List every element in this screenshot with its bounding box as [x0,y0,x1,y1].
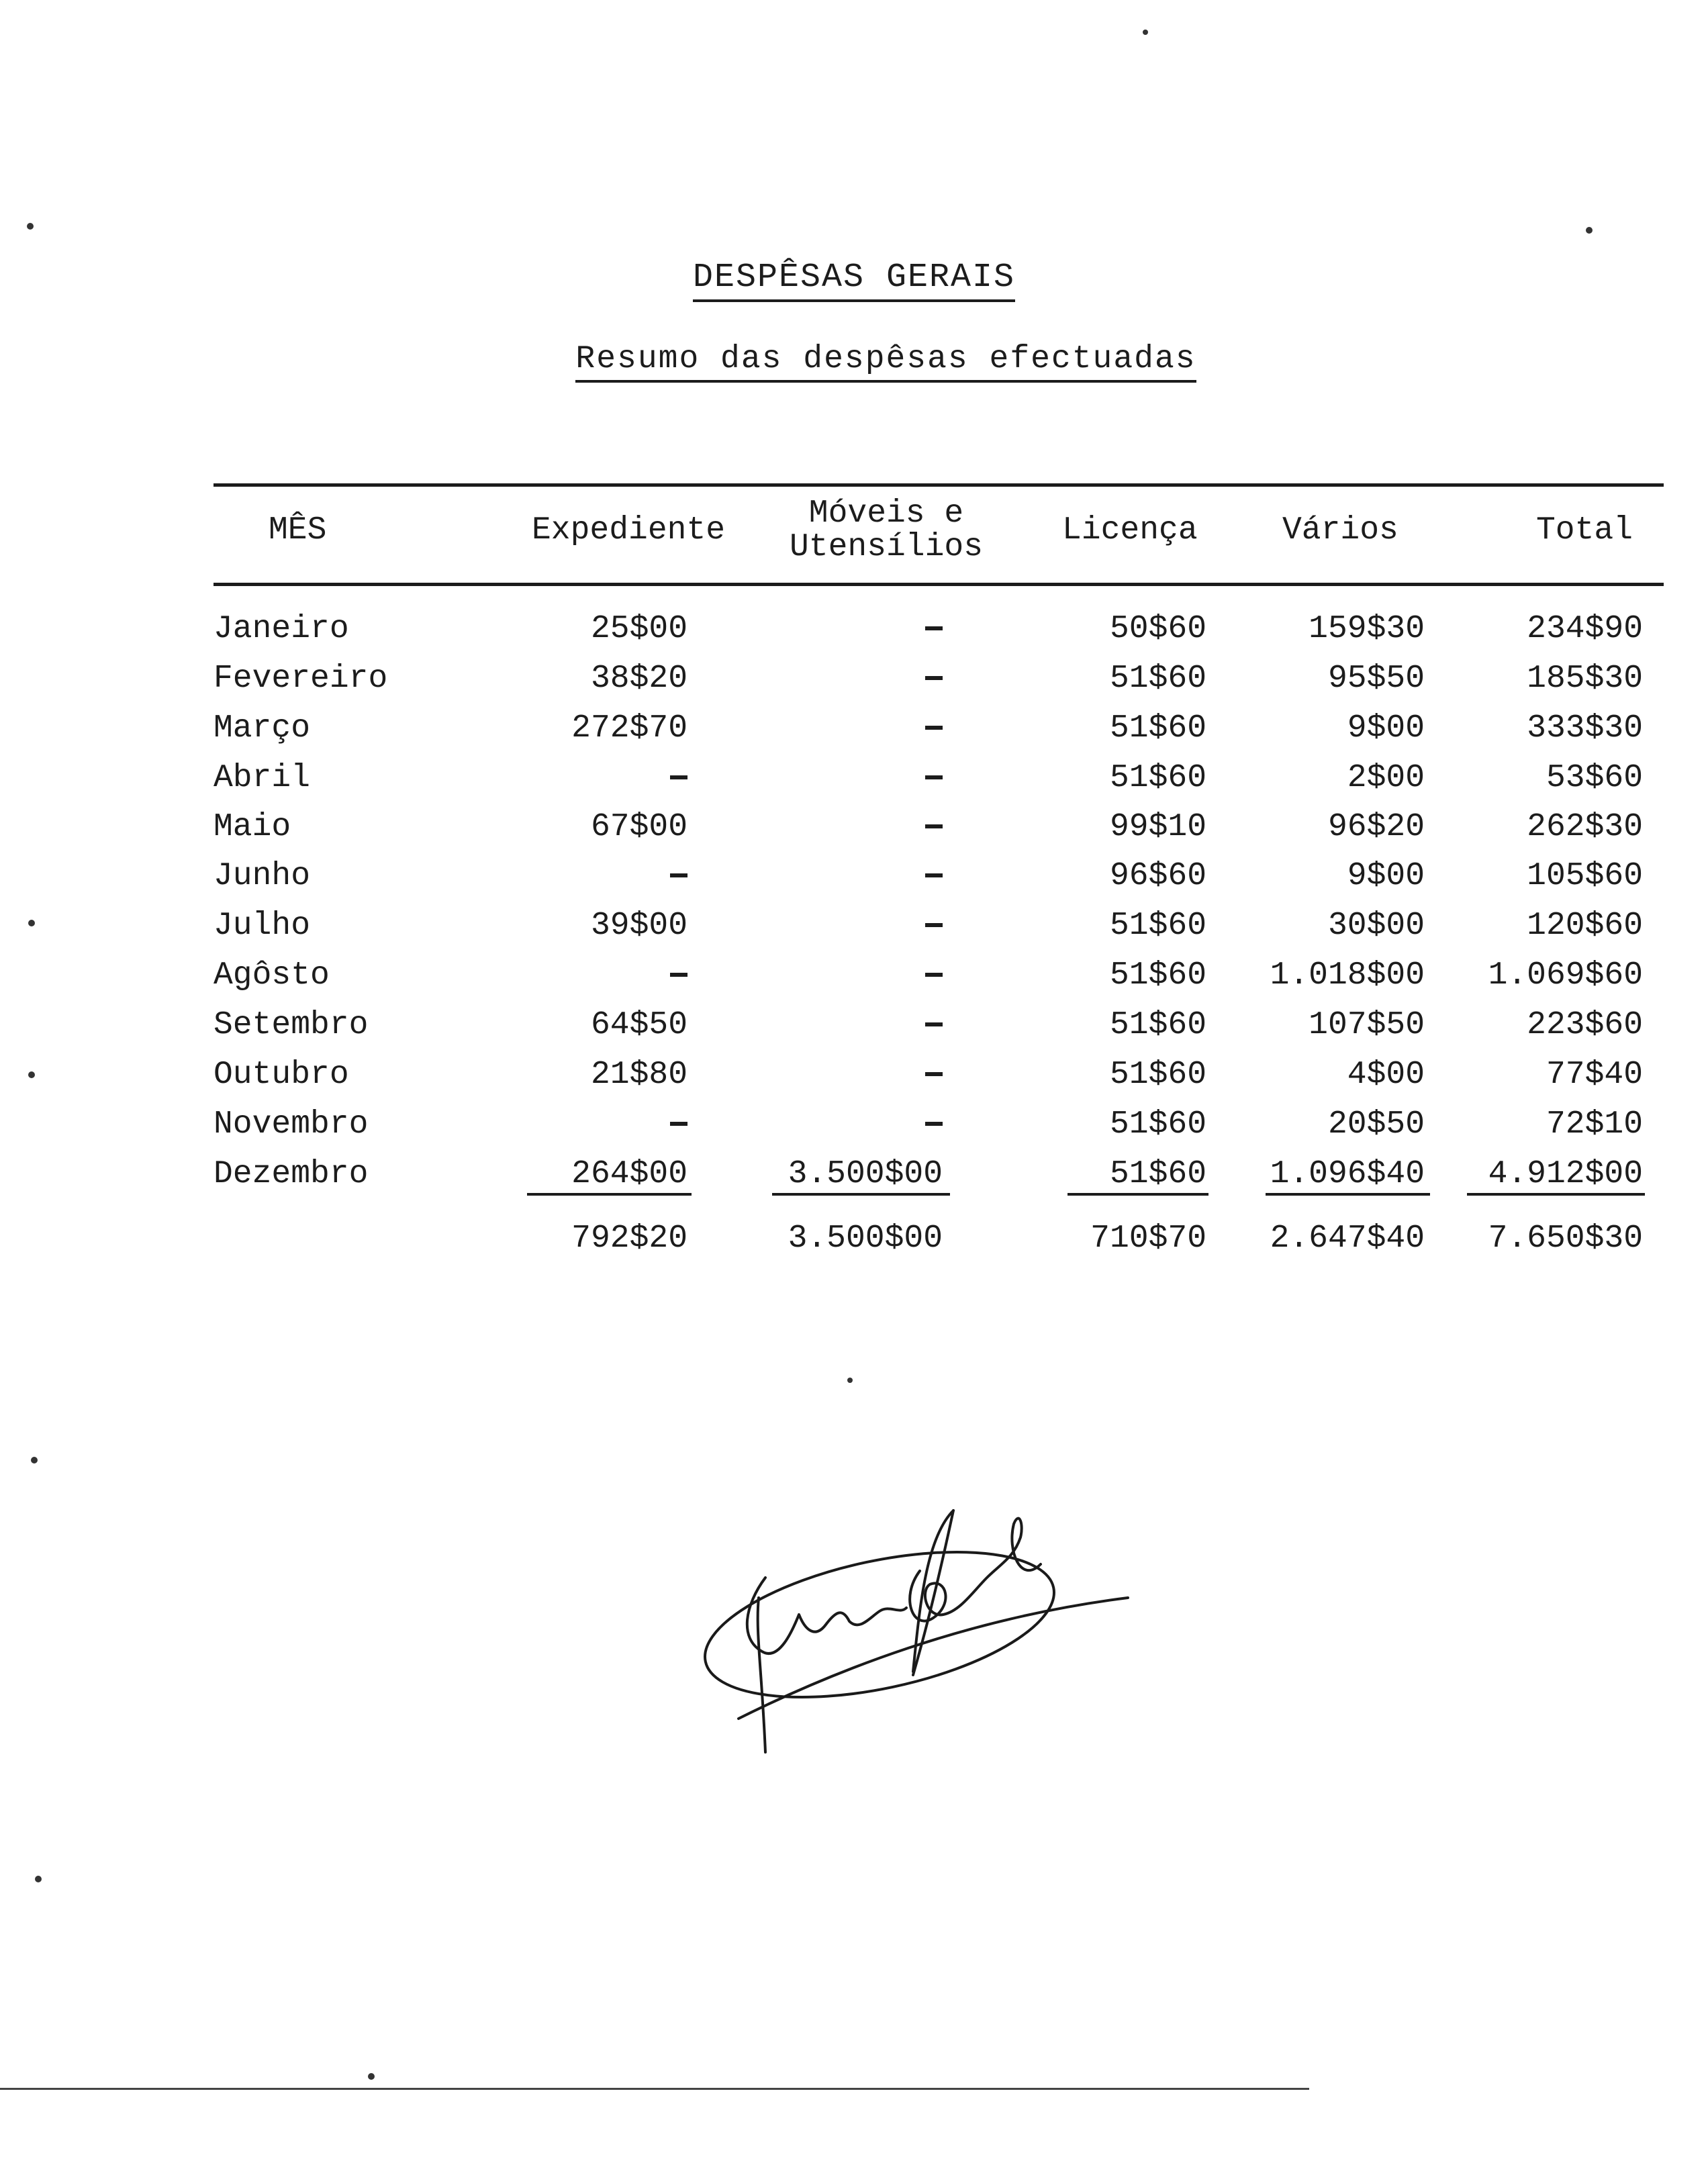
cell-month: Outubro [214,1057,349,1093]
cell-month: Novembro [214,1106,369,1143]
cell-varios: 4$00 [1347,1057,1425,1093]
cell-expediente: 38$20 [590,661,687,697]
cell-total: 77$40 [1546,1057,1643,1093]
scan-speck [28,920,35,926]
empty-dash [925,824,943,828]
empty-dash [925,973,943,977]
cell-expediente: 272$70 [571,710,687,747]
cell-licenca: 51$60 [1109,957,1206,994]
cell-varios: 159$30 [1309,611,1425,647]
totals-row [0,1220,1708,1261]
header-month: MÊS [269,512,327,548]
cell-expediente: 21$80 [590,1057,687,1093]
scan-speck [28,1071,35,1078]
empty-dash [925,923,943,927]
total-expediente: 792$20 [571,1220,687,1257]
subtotal-rule-varios [1266,1193,1430,1196]
subtotal-rule-licenca [1068,1193,1208,1196]
cell-varios: 107$50 [1309,1007,1425,1043]
cell-month: Março [214,710,311,747]
cell-total: 120$60 [1527,908,1643,944]
document-subtitle-text: Resumo das despêsas efectuadas [575,341,1196,383]
cell-varios: 9$00 [1347,710,1425,747]
scan-speck [31,1457,38,1464]
header-varios: Vários [1282,512,1398,548]
header-moveis-line1: Móveis e [808,495,964,532]
cell-moveis [925,1007,943,1043]
cell-month: Fevereiro [214,661,388,697]
scan-edge-line [0,2088,1309,2090]
empty-dash [925,1022,943,1026]
document-subtitle [0,341,1708,377]
cell-moveis [925,710,943,747]
cell-licenca: 51$60 [1109,1106,1206,1143]
cell-licenca: 51$60 [1109,1156,1206,1192]
scan-speck [27,223,34,230]
cell-expediente [670,957,687,994]
cell-total: 223$60 [1527,1007,1643,1043]
cell-expediente: 39$00 [590,908,687,944]
cell-expediente: 264$00 [571,1156,687,1192]
table-top-rule [214,483,1664,487]
table-header-rule [214,583,1664,586]
table-row [0,957,1708,998]
cell-total: 105$60 [1527,858,1643,894]
cell-expediente: 25$00 [590,611,687,647]
cell-month: Setembro [214,1007,369,1043]
empty-dash [925,1122,943,1126]
scan-speck [1586,227,1593,234]
header-moveis-line2: Utensílios [789,529,984,565]
cell-moveis [925,760,943,796]
cell-expediente: 64$50 [590,1007,687,1043]
header-total: Total [1536,512,1633,548]
scan-speck [35,1876,42,1882]
cell-licenca: 96$60 [1109,858,1206,894]
cell-month: Agôsto [214,957,330,994]
cell-licenca: 99$10 [1109,809,1206,845]
header-moveis-utensilios [772,497,1000,564]
table-row [0,1007,1708,1047]
cell-varios: 2$00 [1347,760,1425,796]
cell-total: 53$60 [1546,760,1643,796]
cell-moveis [925,908,943,944]
cell-moveis [925,957,943,994]
cell-varios: 1.018$00 [1270,957,1425,994]
table-row [0,809,1708,849]
cell-varios: 20$50 [1327,1106,1425,1143]
cell-moveis [925,809,943,845]
cell-licenca: 51$60 [1109,760,1206,796]
cell-total: 262$30 [1527,809,1643,845]
total-moveis: 3.500$00 [788,1220,943,1257]
table-row [0,611,1708,651]
scan-speck [368,2073,375,2080]
cell-month: Junho [214,858,311,894]
empty-dash [670,775,687,779]
scan-speck [1143,30,1148,35]
cell-varios: 9$00 [1347,858,1425,894]
scan-speck [847,1378,853,1383]
empty-dash [925,1072,943,1076]
cell-varios: 96$20 [1327,809,1425,845]
table-row [0,760,1708,800]
cell-moveis: 3.500$00 [788,1156,943,1192]
cell-total: 333$30 [1527,710,1643,747]
subtotal-rule-moveis [772,1193,950,1196]
table-row [0,1106,1708,1147]
cell-varios: 30$00 [1327,908,1425,944]
cell-month: Abril [214,760,311,796]
empty-dash [925,726,943,730]
signature-icon [698,1497,1141,1766]
cell-month: Dezembro [214,1156,369,1192]
table-row [0,908,1708,948]
cell-expediente [670,1106,687,1143]
cell-moveis [925,661,943,697]
cell-licenca: 50$60 [1109,611,1206,647]
header-licenca: Licença [1062,512,1198,548]
subtotal-rule-expediente [527,1193,692,1196]
empty-dash [925,626,943,630]
total-varios: 2.647$40 [1270,1220,1425,1257]
empty-dash [670,973,687,977]
empty-dash [925,873,943,877]
cell-month: Julho [214,908,311,944]
empty-dash [925,676,943,680]
empty-dash [670,873,687,877]
cell-expediente [670,858,687,894]
document-title [0,258,1708,297]
cell-moveis [925,611,943,647]
cell-moveis [925,1106,943,1143]
table-row [0,710,1708,751]
total-licenca: 710$70 [1090,1220,1206,1257]
cell-licenca: 51$60 [1109,1057,1206,1093]
cell-licenca: 51$60 [1109,661,1206,697]
cell-licenca: 51$60 [1109,1007,1206,1043]
cell-varios: 1.096$40 [1270,1156,1425,1192]
subtotal-rule-total [1467,1193,1645,1196]
empty-dash [925,775,943,779]
total-total: 7.650$30 [1488,1220,1643,1257]
cell-month: Maio [214,809,291,845]
cell-total: 234$90 [1527,611,1643,647]
cell-month: Janeiro [214,611,349,647]
cell-expediente [670,760,687,796]
table-row [0,858,1708,898]
table-row [0,661,1708,701]
header-expediente: Expediente [532,512,726,548]
cell-total: 1.069$60 [1488,957,1643,994]
table-row [0,1057,1708,1097]
cell-moveis [925,1057,943,1093]
cell-total: 185$30 [1527,661,1643,697]
cell-varios: 95$50 [1327,661,1425,697]
cell-total: 72$10 [1546,1106,1643,1143]
empty-dash [670,1122,687,1126]
document-title-text: DESPÊSAS GERAIS [693,258,1015,302]
cell-licenca: 51$60 [1109,710,1206,747]
table-row [0,1156,1708,1196]
cell-moveis [925,858,943,894]
cell-licenca: 51$60 [1109,908,1206,944]
cell-expediente: 67$00 [590,809,687,845]
cell-total: 4.912$00 [1488,1156,1643,1192]
